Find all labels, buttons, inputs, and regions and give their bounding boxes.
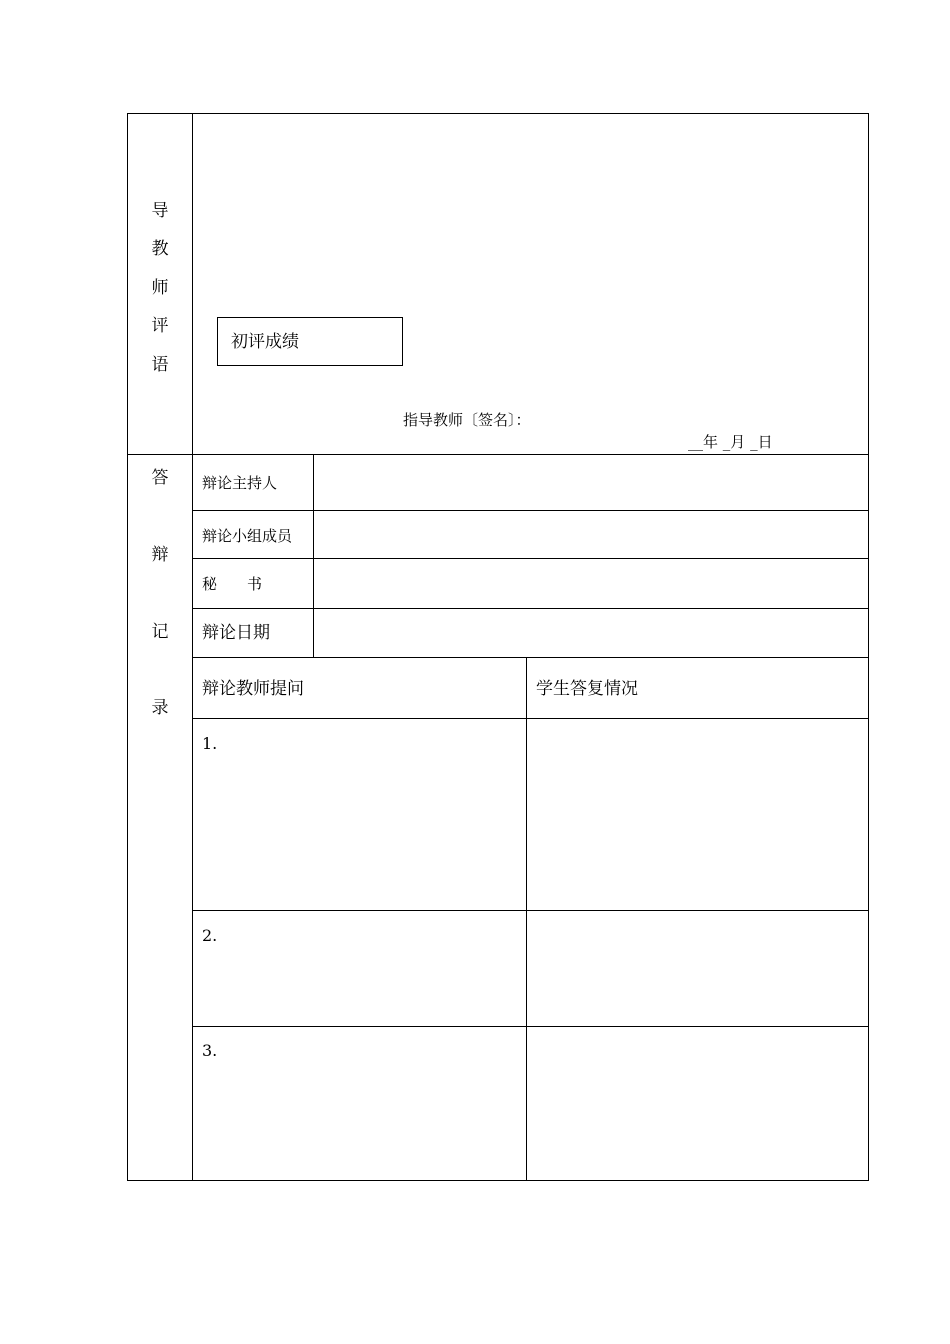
date-year-blank[interactable]: __ — [688, 433, 703, 451]
date-year-unit: 年 — [703, 433, 719, 451]
question-number-2: 2. — [202, 926, 218, 945]
answer-header: 学生答复情况 — [536, 679, 638, 699]
date-day-unit: 日 — [757, 433, 773, 451]
side-char: 记 — [151, 622, 169, 642]
table-left-border — [127, 113, 128, 1181]
advisor-signature-label: 指导教师〔签名〕： — [403, 411, 531, 429]
question-header: 辩论教师提问 — [202, 679, 304, 699]
initial-grade-box[interactable] — [217, 317, 403, 366]
side-char: 辩 — [151, 545, 169, 565]
answer-field-3[interactable] — [527, 1027, 868, 1180]
date-month-blank[interactable]: _ — [718, 433, 731, 451]
defense-secretary-field[interactable] — [314, 559, 868, 608]
side-char: 师 — [151, 278, 169, 298]
side-char: 教 — [151, 239, 169, 259]
table-bottom-border — [127, 1180, 869, 1181]
row-divider-date — [192, 657, 869, 658]
side-char: 评 — [151, 316, 169, 336]
date-day-blank[interactable]: _ — [745, 433, 758, 451]
defense-date-label: 辩论日期 — [202, 623, 270, 643]
advisor-comment-field[interactable] — [193, 114, 868, 454]
comment-date — [688, 435, 773, 450]
side-char: 语 — [151, 355, 169, 375]
table-right-border — [868, 113, 869, 1181]
answer-field-1[interactable] — [527, 719, 868, 910]
date-month-unit: 月 — [730, 433, 746, 451]
question-field-3[interactable] — [193, 1027, 526, 1180]
defense-date-field[interactable] — [314, 609, 868, 657]
defense-secretary-label: 秘 书 — [202, 575, 263, 593]
answer-field-2[interactable] — [527, 911, 868, 1026]
side-char: 答 — [151, 468, 169, 488]
side-char: 录 — [151, 698, 169, 718]
defense-panel-label: 辩论小组成员 — [202, 527, 293, 545]
defense-panel-field[interactable] — [314, 511, 868, 558]
question-field-1[interactable] — [193, 719, 526, 910]
initial-grade-label: 初评成绩 — [231, 332, 299, 352]
question-number-3: 3. — [202, 1041, 218, 1060]
question-field-2[interactable] — [193, 911, 526, 1026]
question-number-1: 1. — [202, 734, 218, 753]
defense-host-label: 辩论主持人 — [202, 474, 278, 492]
defense-host-field[interactable] — [314, 455, 868, 510]
side-char: 导 — [151, 201, 169, 221]
